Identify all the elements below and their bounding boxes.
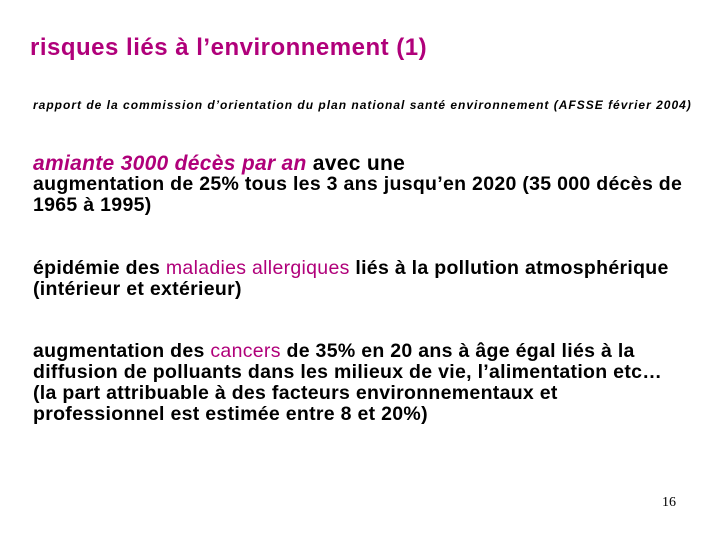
bullet-allergies-after: liés à la pollution atmosphérique (intérieur et extérieur) [33,257,669,300]
bullet-allergies [33,258,683,300]
bullet-asbestos [33,153,683,216]
bullet-cancers [33,341,683,425]
page-number: 16 [662,495,676,510]
highlight-deaths: 3000 décès par an [120,152,307,175]
bullet-cancers-before: augmentation des [33,340,211,362]
bullet-allergies-before: épidémie des [33,257,166,279]
bullet-asbestos-text2: augmentation de 25% tous les 3 ans jusqu’en 2020 (35 000 décès de 1965 à 1995) [33,173,683,216]
highlight-allergies: maladies allergiques [165,257,350,279]
bullet-cancers-after: de 35% en 20 ans à âge égal liés à la diffusion de polluants dans les milieux de vie, l’alimentation etc… (la part attribuable à des facteurs environnementaux et professionnel est estimée entre 8 et 20%) [33,340,663,425]
highlight-cancers: cancers [210,340,281,362]
highlight-amiante: amiante [33,152,115,175]
bullet-asbestos-text1: avec une [306,152,406,175]
bullet-asbestos-line1 [33,153,683,174]
slide-title: risques liés à l’environnement (1) [30,34,428,61]
source-note: rapport de la commission d’orientation du plan national santé environnement (AFSSE février 2004) [33,98,692,112]
